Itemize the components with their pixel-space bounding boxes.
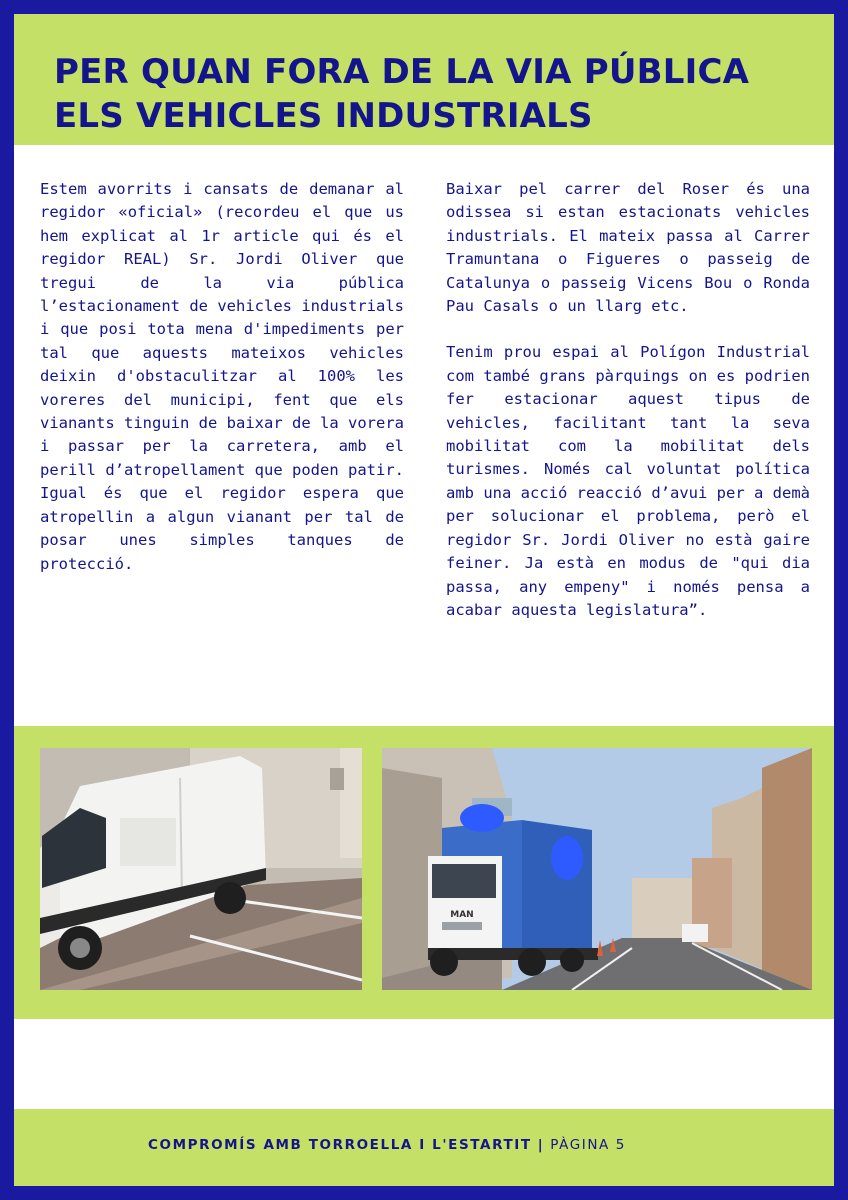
page-title [54,50,814,138]
photo-street-truck [382,748,812,990]
footer [148,1137,626,1153]
truck-logo: MAN [450,910,474,920]
photo-band [14,726,834,1019]
header-band [14,14,834,145]
title-line-2: ELS VEHICLES INDUSTRIALS [54,96,593,136]
paragraph: Estem avorrits i cansats de demanar al regidor «oficial» (recordeu el que us hem explicat al 1r article qui és el regidor REAL) Sr. Jordi Oliver que tregui de la via pública l’estacionament de vehicles industrials i que posi tota mena d'impediments per tal que aquests mateixos vehicles deixin d'obstaculitzar al 100% les voreres del municipi, fent que els vianants tinguin de baixar de la vorera i passar per la carretera, amb el perill d’atropellament que poden patir. Igual és que el regidor espera que atropellin a algun vianant per tal de posar unes simples tanques de protecció. [40,180,404,573]
footer-separator: | [537,1137,545,1153]
page [14,14,834,1186]
paragraph: Baixar pel carrer del Roser és una odissea si estan estacionats vehicles industrials. El mateix passa al Carrer Tramuntana o Figueres o passeig de Catalunya o passeig Vicens Bou o Ronda Pau Casals o un llarg etc. [446,180,810,316]
photo-white-van [40,748,362,990]
white-van-illustration [40,748,362,990]
article-column-right [446,178,810,645]
title-line-1: PER QUAN FORA DE LA VIA PÚBLICA [54,52,750,92]
street-truck-illustration [382,748,812,990]
footer-band [14,1109,834,1186]
paragraph: Tenim prou espai al Polígon Industrial com també grans pàrquings on es podrien fer estacionar aquest tipus de vehicles, facilitant tant la seva mobilitat com la mobilitat dels turismes. Només cal voluntat política amb una acció reacció d’avui per a demà per solucionar el problema, però el regidor Sr. Jordi Oliver no està gaire feiner. Ja està en modus de "qui dia passa, any empeny" i només pensa a acabar aquesta legislatura”. [446,343,810,619]
footer-page-number: PÀGINA 5 [550,1137,626,1153]
footer-org-name: COMPROMÍS AMB TORROELLA I L'ESTARTIT [148,1137,532,1153]
article-column-left [40,178,404,599]
